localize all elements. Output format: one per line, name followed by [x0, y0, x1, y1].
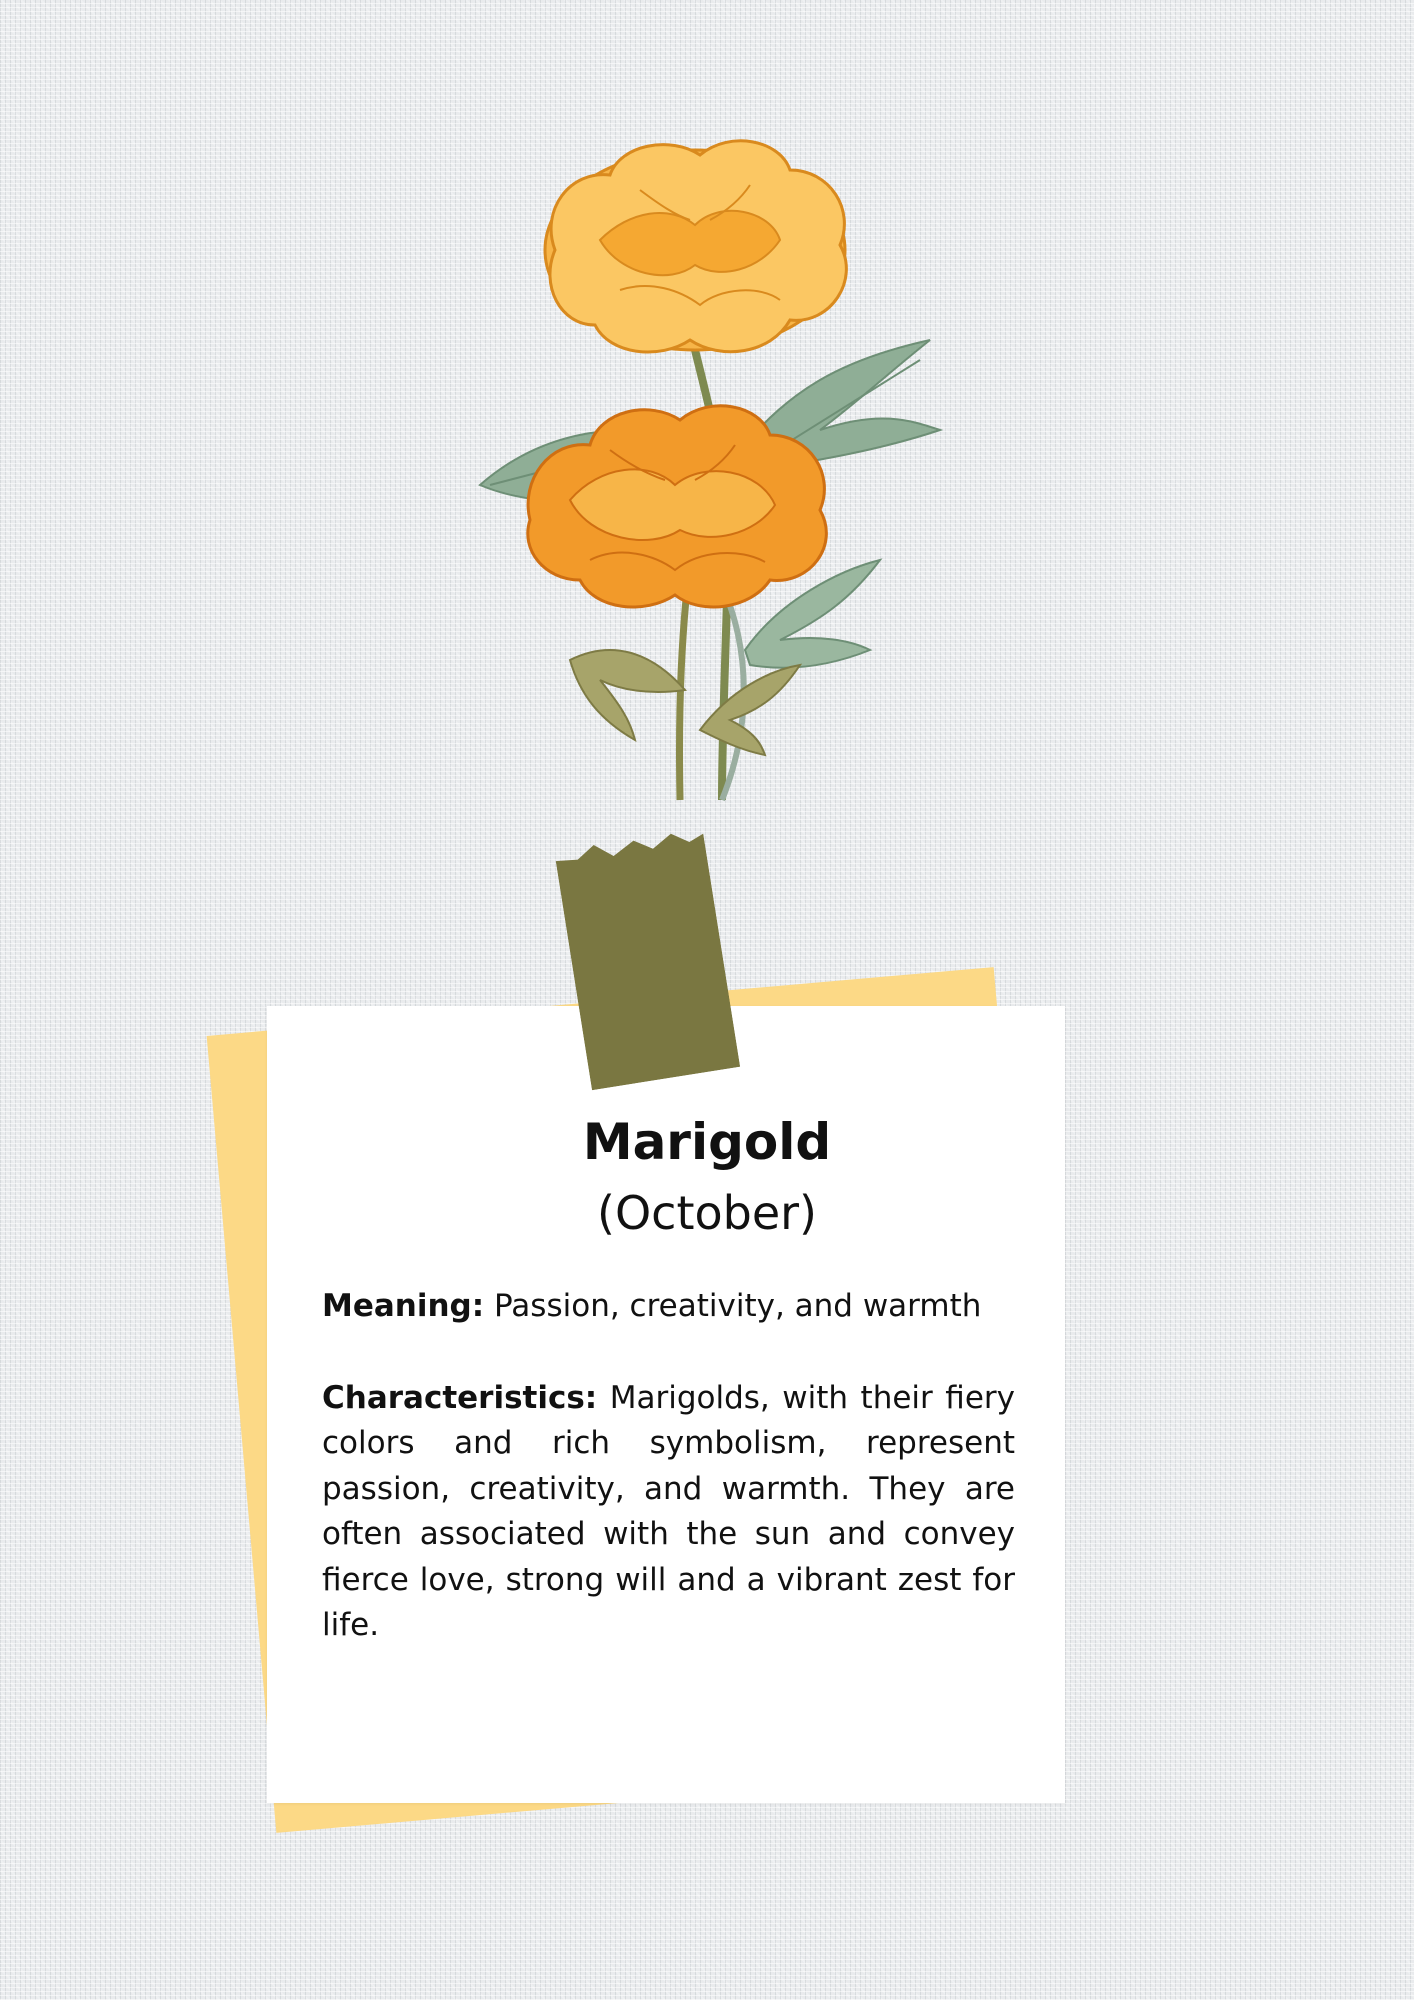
flower-month: (October)	[597, 1186, 817, 1240]
meaning-text: Passion, creativity, and warmth	[484, 1288, 982, 1324]
card-body	[322, 1284, 1015, 1649]
flower-title: Marigold	[582, 1113, 832, 1171]
meaning-row	[322, 1284, 1015, 1330]
characteristics-label: Characteristics:	[322, 1379, 598, 1416]
characteristics-row	[322, 1376, 1015, 1649]
meaning-label: Meaning:	[322, 1288, 485, 1324]
characteristics-text: Marigolds, with their fiery colors and rich symbolism, represent passion, creativity, and warmth. They are often associated with the sun and convey fierce love, strong will and a vibrant zest for life.	[322, 1379, 1015, 1643]
marigold-flower-icon	[460, 130, 960, 810]
